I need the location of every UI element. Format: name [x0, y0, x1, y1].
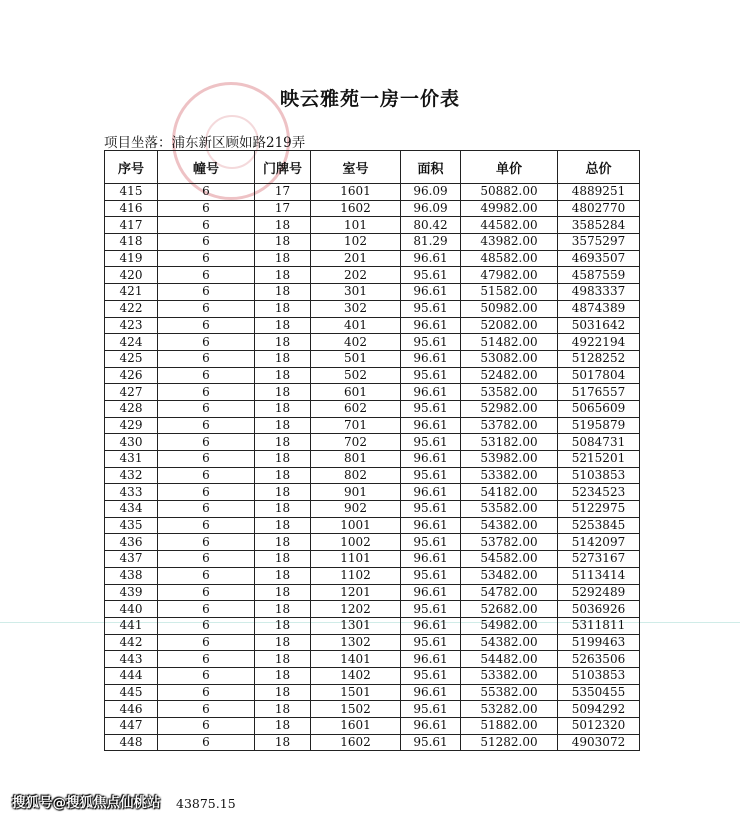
- cell-building: 6: [158, 701, 255, 718]
- table-row: [105, 601, 640, 618]
- cell-room-number: 202: [311, 267, 401, 284]
- cell-room-number: 1602: [311, 200, 401, 217]
- cell-area: 96.61: [401, 584, 461, 601]
- cell-room-number: 1502: [311, 701, 401, 718]
- cell-door-number: 18: [255, 434, 311, 451]
- cell-room-number: 1601: [311, 184, 401, 201]
- cell-room-number: 801: [311, 451, 401, 468]
- cell-room-number: 401: [311, 317, 401, 334]
- table-row: [105, 234, 640, 251]
- cell-unit-price: 47982.00: [461, 267, 558, 284]
- cell-total-price: 5195879: [558, 417, 640, 434]
- cell-room-number: 301: [311, 284, 401, 301]
- cell-total-price: 4903072: [558, 734, 640, 751]
- watermark-text: 搜狐号@搜狐焦点仙桃站: [12, 795, 161, 811]
- cell-index: 431: [105, 451, 158, 468]
- cell-door-number: 18: [255, 300, 311, 317]
- cell-room-number: 602: [311, 400, 401, 417]
- cell-total-price: 4587559: [558, 267, 640, 284]
- cell-total-price: 5176557: [558, 384, 640, 401]
- cell-building: 6: [158, 517, 255, 534]
- cell-index: 427: [105, 384, 158, 401]
- cell-total-price: 5094292: [558, 701, 640, 718]
- cell-unit-price: 53082.00: [461, 350, 558, 367]
- cell-unit-price: 51882.00: [461, 718, 558, 735]
- cell-total-price: 5263506: [558, 651, 640, 668]
- cell-index: 441: [105, 617, 158, 634]
- cell-total-price: 4889251: [558, 184, 640, 201]
- cell-building: 6: [158, 300, 255, 317]
- cell-area: 96.09: [401, 200, 461, 217]
- table-row: [105, 667, 640, 684]
- cell-unit-price: 53982.00: [461, 451, 558, 468]
- table-body: [105, 184, 640, 751]
- cell-building: 6: [158, 534, 255, 551]
- table-row: [105, 567, 640, 584]
- cell-total-price: 5253845: [558, 517, 640, 534]
- table-row: [105, 718, 640, 735]
- cell-door-number: 18: [255, 267, 311, 284]
- cell-total-price: 5128252: [558, 350, 640, 367]
- cell-door-number: 18: [255, 634, 311, 651]
- cell-door-number: 18: [255, 384, 311, 401]
- cell-index: 437: [105, 551, 158, 568]
- cell-total-price: 4874389: [558, 300, 640, 317]
- table-row: [105, 484, 640, 501]
- cell-room-number: 802: [311, 467, 401, 484]
- table-row: [105, 584, 640, 601]
- table-row: [105, 217, 640, 234]
- cell-area: 96.61: [401, 718, 461, 735]
- cell-unit-price: 53582.00: [461, 501, 558, 518]
- table-row: [105, 200, 640, 217]
- cell-room-number: 1601: [311, 718, 401, 735]
- cell-unit-price: 53182.00: [461, 434, 558, 451]
- cell-area: 95.61: [401, 400, 461, 417]
- table-row: [105, 734, 640, 751]
- cell-unit-price: 53382.00: [461, 467, 558, 484]
- cell-unit-price: 53482.00: [461, 567, 558, 584]
- cell-index: 434: [105, 501, 158, 518]
- cell-room-number: 102: [311, 234, 401, 251]
- cell-area: 96.61: [401, 684, 461, 701]
- cell-door-number: 18: [255, 667, 311, 684]
- cell-total-price: 5292489: [558, 584, 640, 601]
- cell-index: 440: [105, 601, 158, 618]
- cell-room-number: 201: [311, 250, 401, 267]
- cell-building: 6: [158, 200, 255, 217]
- cell-room-number: 601: [311, 384, 401, 401]
- table-row: [105, 684, 640, 701]
- cell-index: 447: [105, 718, 158, 735]
- cell-index: 417: [105, 217, 158, 234]
- cell-room-number: 1202: [311, 601, 401, 618]
- cell-unit-price: 54782.00: [461, 584, 558, 601]
- cell-index: 444: [105, 667, 158, 684]
- page-title: 映云雅苑一房一价表: [279, 88, 460, 110]
- table-row: [105, 417, 640, 434]
- cell-room-number: 702: [311, 434, 401, 451]
- cell-door-number: 18: [255, 567, 311, 584]
- cell-index: 424: [105, 334, 158, 351]
- cell-index: 416: [105, 200, 158, 217]
- cell-unit-price: 50982.00: [461, 300, 558, 317]
- cell-unit-price: 53782.00: [461, 534, 558, 551]
- table-row: [105, 434, 640, 451]
- cell-unit-price: 44582.00: [461, 217, 558, 234]
- cell-area: 95.61: [401, 267, 461, 284]
- cell-area: 96.61: [401, 384, 461, 401]
- cell-area: 95.61: [401, 467, 461, 484]
- cell-room-number: 1101: [311, 551, 401, 568]
- cell-building: 6: [158, 384, 255, 401]
- cell-room-number: 1401: [311, 651, 401, 668]
- cell-door-number: 18: [255, 234, 311, 251]
- header-total-price: 总价: [558, 151, 640, 184]
- cell-index: 420: [105, 267, 158, 284]
- cell-building: 6: [158, 417, 255, 434]
- cell-total-price: 5113414: [558, 567, 640, 584]
- cell-room-number: 1201: [311, 584, 401, 601]
- cell-building: 6: [158, 434, 255, 451]
- cell-unit-price: 54582.00: [461, 551, 558, 568]
- table-row: [105, 317, 640, 334]
- cell-unit-price: 53282.00: [461, 701, 558, 718]
- cell-door-number: 18: [255, 334, 311, 351]
- cell-area: 96.61: [401, 551, 461, 568]
- table-row: [105, 634, 640, 651]
- cell-total-price: 5103853: [558, 667, 640, 684]
- cell-door-number: 18: [255, 317, 311, 334]
- cell-unit-price: 51482.00: [461, 334, 558, 351]
- price-table: [104, 150, 640, 751]
- cell-total-price: 5065609: [558, 400, 640, 417]
- cell-unit-price: 50882.00: [461, 184, 558, 201]
- table-row: [105, 267, 640, 284]
- cell-building: 6: [158, 567, 255, 584]
- cell-room-number: 901: [311, 484, 401, 501]
- cell-door-number: 17: [255, 200, 311, 217]
- cell-room-number: 1001: [311, 517, 401, 534]
- cell-room-number: 101: [311, 217, 401, 234]
- cell-unit-price: 51282.00: [461, 734, 558, 751]
- cell-area: 95.61: [401, 334, 461, 351]
- cell-unit-price: 54482.00: [461, 651, 558, 668]
- cell-door-number: 18: [255, 617, 311, 634]
- cell-total-price: 3575297: [558, 234, 640, 251]
- cell-index: 421: [105, 284, 158, 301]
- cell-total-price: 5234523: [558, 484, 640, 501]
- cell-unit-price: 49982.00: [461, 200, 558, 217]
- cell-room-number: 402: [311, 334, 401, 351]
- cell-building: 6: [158, 317, 255, 334]
- cell-unit-price: 52682.00: [461, 601, 558, 618]
- cell-index: 442: [105, 634, 158, 651]
- cell-total-price: 5273167: [558, 551, 640, 568]
- cell-area: 81.29: [401, 234, 461, 251]
- cell-room-number: 1402: [311, 667, 401, 684]
- table-row: [105, 451, 640, 468]
- cell-building: 6: [158, 350, 255, 367]
- cell-room-number: 1102: [311, 567, 401, 584]
- cell-door-number: 18: [255, 501, 311, 518]
- total-area-value: 43875.15: [176, 796, 236, 811]
- cell-unit-price: 52982.00: [461, 400, 558, 417]
- cell-door-number: 17: [255, 184, 311, 201]
- cell-unit-price: 54182.00: [461, 484, 558, 501]
- cell-building: 6: [158, 734, 255, 751]
- cell-index: 422: [105, 300, 158, 317]
- cell-building: 6: [158, 284, 255, 301]
- cell-unit-price: 54982.00: [461, 617, 558, 634]
- table-row: [105, 467, 640, 484]
- cell-unit-price: 53782.00: [461, 417, 558, 434]
- table-row: [105, 517, 640, 534]
- cell-room-number: 1302: [311, 634, 401, 651]
- cell-building: 6: [158, 667, 255, 684]
- cell-unit-price: 51582.00: [461, 284, 558, 301]
- cell-room-number: 501: [311, 350, 401, 367]
- cell-area: 96.61: [401, 317, 461, 334]
- cell-area: 95.61: [401, 300, 461, 317]
- cell-building: 6: [158, 601, 255, 618]
- cell-area: 96.61: [401, 284, 461, 301]
- cell-unit-price: 52482.00: [461, 367, 558, 384]
- table-row: [105, 501, 640, 518]
- cell-total-price: 5350455: [558, 684, 640, 701]
- cell-door-number: 18: [255, 734, 311, 751]
- cell-door-number: 18: [255, 601, 311, 618]
- cell-door-number: 18: [255, 534, 311, 551]
- cell-room-number: 302: [311, 300, 401, 317]
- cell-area: 95.61: [401, 601, 461, 618]
- cell-building: 6: [158, 651, 255, 668]
- cell-door-number: 18: [255, 684, 311, 701]
- cell-area: 96.61: [401, 517, 461, 534]
- cell-building: 6: [158, 617, 255, 634]
- cell-total-price: 5017804: [558, 367, 640, 384]
- table-row: [105, 384, 640, 401]
- cell-room-number: 902: [311, 501, 401, 518]
- cell-door-number: 18: [255, 517, 311, 534]
- cell-area: 96.61: [401, 651, 461, 668]
- project-location: 项目坐落：浦东新区顾如路219弄: [104, 135, 306, 151]
- cell-building: 6: [158, 634, 255, 651]
- cell-total-price: 4693507: [558, 250, 640, 267]
- cell-index: 432: [105, 467, 158, 484]
- cell-index: 426: [105, 367, 158, 384]
- cell-area: 95.61: [401, 434, 461, 451]
- cell-building: 6: [158, 451, 255, 468]
- table-row: [105, 284, 640, 301]
- cell-building: 6: [158, 684, 255, 701]
- cell-building: 6: [158, 184, 255, 201]
- table-row: [105, 400, 640, 417]
- cell-door-number: 18: [255, 250, 311, 267]
- cell-building: 6: [158, 234, 255, 251]
- cell-building: 6: [158, 718, 255, 735]
- table-row: [105, 551, 640, 568]
- cell-index: 430: [105, 434, 158, 451]
- cell-area: 96.61: [401, 451, 461, 468]
- cell-area: 80.42: [401, 217, 461, 234]
- cell-unit-price: 52082.00: [461, 317, 558, 334]
- cell-room-number: 701: [311, 417, 401, 434]
- cell-door-number: 18: [255, 484, 311, 501]
- cell-building: 6: [158, 250, 255, 267]
- cell-area: 95.61: [401, 734, 461, 751]
- cell-room-number: 1301: [311, 617, 401, 634]
- cell-door-number: 18: [255, 584, 311, 601]
- table-row: [105, 334, 640, 351]
- cell-index: 429: [105, 417, 158, 434]
- cell-total-price: 4983337: [558, 284, 640, 301]
- cell-total-price: 5215201: [558, 451, 640, 468]
- table-row: [105, 250, 640, 267]
- table-row: [105, 300, 640, 317]
- table-row: [105, 651, 640, 668]
- table-row: [105, 350, 640, 367]
- cell-index: 443: [105, 651, 158, 668]
- table-row: [105, 701, 640, 718]
- cell-total-price: 3585284: [558, 217, 640, 234]
- cell-door-number: 18: [255, 701, 311, 718]
- cell-index: 415: [105, 184, 158, 201]
- cell-area: 96.61: [401, 617, 461, 634]
- cell-index: 446: [105, 701, 158, 718]
- header-door-number: 门牌号: [255, 151, 311, 184]
- cell-door-number: 18: [255, 417, 311, 434]
- cell-index: 445: [105, 684, 158, 701]
- cell-unit-price: 54382.00: [461, 634, 558, 651]
- header-area: 面积: [401, 151, 461, 184]
- table-row: [105, 184, 640, 201]
- cell-index: 435: [105, 517, 158, 534]
- cell-unit-price: 54382.00: [461, 517, 558, 534]
- cell-index: 433: [105, 484, 158, 501]
- header-building: 幢号: [158, 151, 255, 184]
- cell-door-number: 18: [255, 467, 311, 484]
- cell-area: 95.61: [401, 567, 461, 584]
- cell-index: 418: [105, 234, 158, 251]
- cell-area: 95.61: [401, 501, 461, 518]
- cell-area: 96.61: [401, 484, 461, 501]
- cell-building: 6: [158, 334, 255, 351]
- cell-area: 96.09: [401, 184, 461, 201]
- cell-area: 95.61: [401, 367, 461, 384]
- cell-building: 6: [158, 367, 255, 384]
- cell-index: 423: [105, 317, 158, 334]
- cell-building: 6: [158, 267, 255, 284]
- cell-room-number: 1501: [311, 684, 401, 701]
- cell-index: 428: [105, 400, 158, 417]
- cell-unit-price: 55382.00: [461, 684, 558, 701]
- cell-door-number: 18: [255, 718, 311, 735]
- cell-door-number: 18: [255, 284, 311, 301]
- cell-building: 6: [158, 501, 255, 518]
- cell-area: 95.61: [401, 701, 461, 718]
- cell-total-price: 5199463: [558, 634, 640, 651]
- table-row: [105, 617, 640, 634]
- cell-door-number: 18: [255, 400, 311, 417]
- cell-total-price: 4802770: [558, 200, 640, 217]
- cell-building: 6: [158, 467, 255, 484]
- cell-index: 439: [105, 584, 158, 601]
- cell-index: 419: [105, 250, 158, 267]
- cell-building: 6: [158, 484, 255, 501]
- cell-total-price: 5122975: [558, 501, 640, 518]
- cell-total-price: 5031642: [558, 317, 640, 334]
- cell-door-number: 18: [255, 217, 311, 234]
- cell-area: 95.61: [401, 667, 461, 684]
- header-unit-price: 单价: [461, 151, 558, 184]
- cell-door-number: 18: [255, 551, 311, 568]
- cell-total-price: 5084731: [558, 434, 640, 451]
- cell-total-price: 5142097: [558, 534, 640, 551]
- cell-building: 6: [158, 584, 255, 601]
- cell-unit-price: 53382.00: [461, 667, 558, 684]
- cell-unit-price: 43982.00: [461, 234, 558, 251]
- cell-total-price: 5103853: [558, 467, 640, 484]
- table-row: [105, 367, 640, 384]
- cell-area: 95.61: [401, 634, 461, 651]
- cell-area: 96.61: [401, 350, 461, 367]
- cell-index: 438: [105, 567, 158, 584]
- cell-area: 96.61: [401, 417, 461, 434]
- cell-building: 6: [158, 400, 255, 417]
- cell-total-price: 5012320: [558, 718, 640, 735]
- cell-total-price: 5036926: [558, 601, 640, 618]
- cell-index: 448: [105, 734, 158, 751]
- cell-door-number: 18: [255, 350, 311, 367]
- cell-building: 6: [158, 217, 255, 234]
- cell-total-price: 5311811: [558, 617, 640, 634]
- cell-area: 96.61: [401, 250, 461, 267]
- cell-unit-price: 53582.00: [461, 384, 558, 401]
- table-row: [105, 534, 640, 551]
- cell-index: 436: [105, 534, 158, 551]
- cell-room-number: 502: [311, 367, 401, 384]
- cell-index: 425: [105, 350, 158, 367]
- cell-door-number: 18: [255, 651, 311, 668]
- header-index: 序号: [105, 151, 158, 184]
- cell-room-number: 1002: [311, 534, 401, 551]
- header-room-number: 室号: [311, 151, 401, 184]
- cell-door-number: 18: [255, 451, 311, 468]
- cell-room-number: 1602: [311, 734, 401, 751]
- cell-door-number: 18: [255, 367, 311, 384]
- cell-area: 95.61: [401, 534, 461, 551]
- table-header-row: [105, 151, 640, 184]
- cell-total-price: 4922194: [558, 334, 640, 351]
- cell-building: 6: [158, 551, 255, 568]
- cell-unit-price: 48582.00: [461, 250, 558, 267]
